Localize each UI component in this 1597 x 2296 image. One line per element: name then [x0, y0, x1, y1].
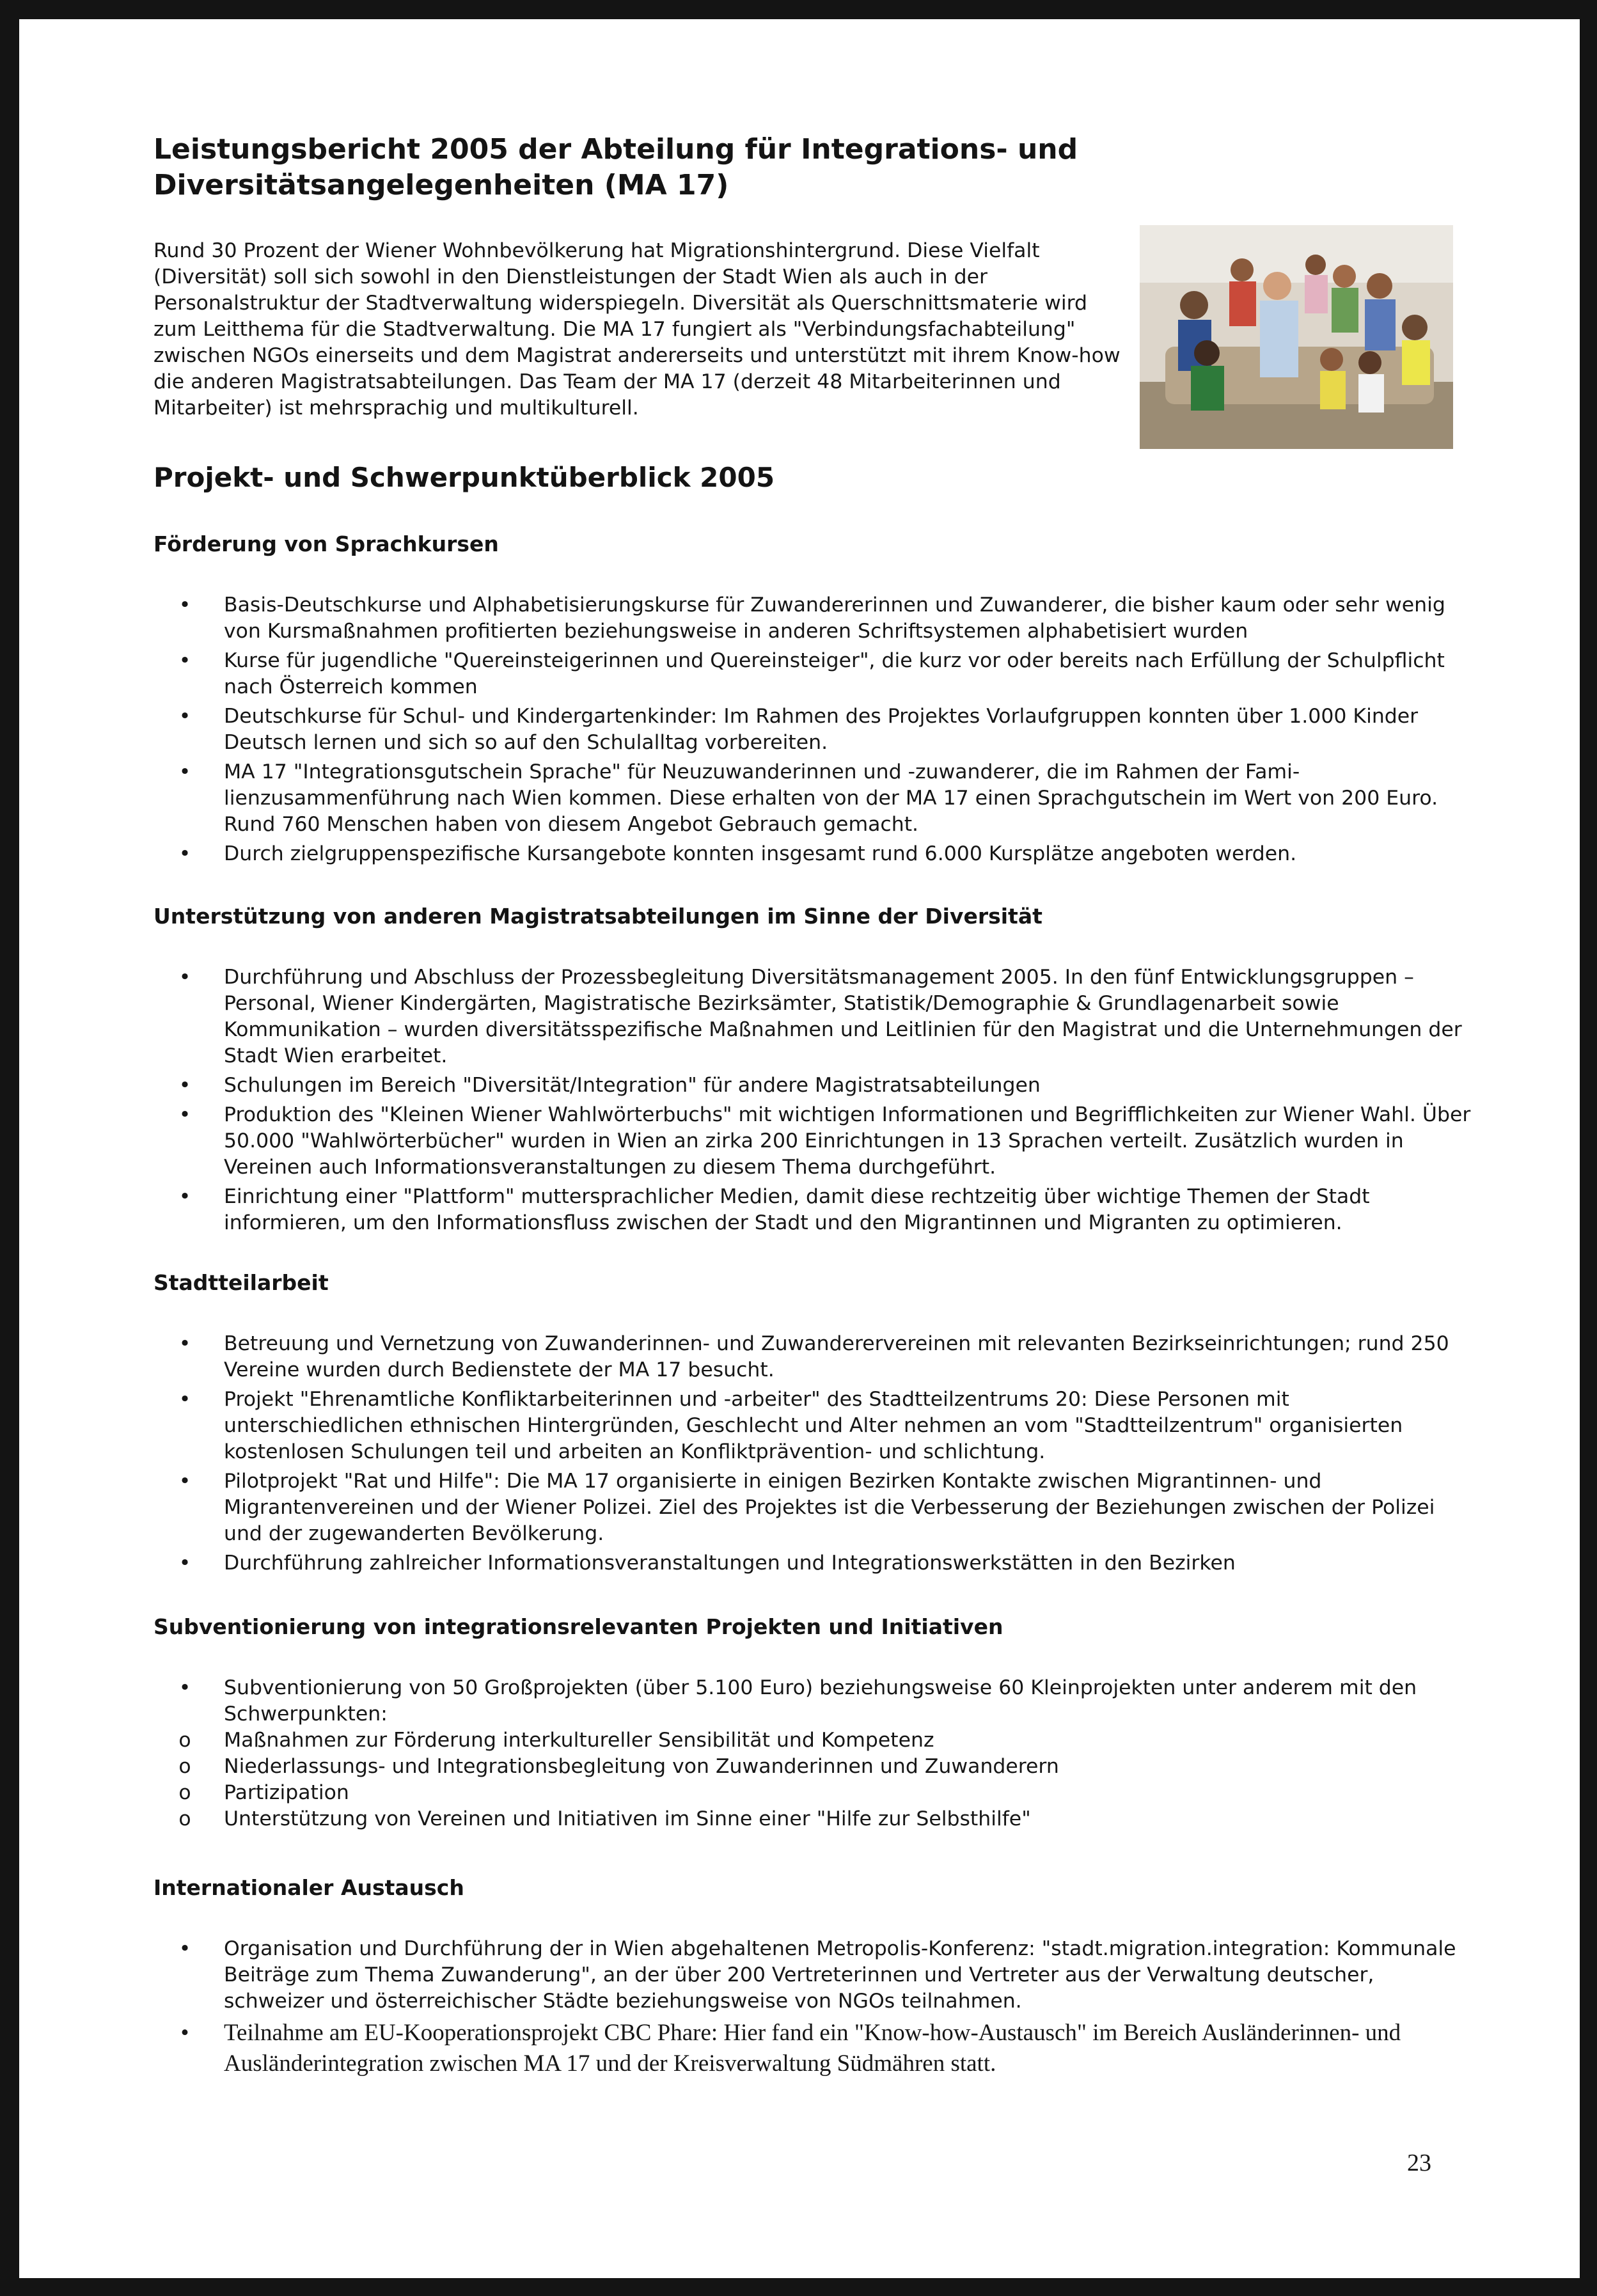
list-item: • Kurse für jugendliche "Quereinsteigerinnen und Quereinsteiger", die kurz vor oder bereits nach Erfüllung der Schulpflicht nach Österreich kommen: [153, 648, 1471, 700]
section-international-exchange: [153, 1875, 1471, 2079]
bullet-icon: •: [178, 842, 191, 865]
bullet-icon: •: [178, 1074, 191, 1097]
sub-list-item: o Maßnahmen zur Förderung interkultureller Sensibilität und Kompetenz: [153, 1727, 1471, 1754]
section-heading: Stadtteilarbeit: [153, 1270, 329, 1295]
bullet-icon: •: [178, 649, 191, 672]
sections: [153, 531, 1471, 2082]
bullet-icon: •: [178, 760, 191, 783]
circle-bullet-icon: o: [178, 1781, 191, 1804]
list-item: • Durch zielgruppenspezifische Kursangebote konnten insgesamt rund 6.000 Kursplätze angeboten werden.: [153, 841, 1471, 867]
bullet-icon: •: [178, 966, 191, 989]
bullet-icon: •: [178, 1185, 191, 1208]
section-heading: Förderung von Sprachkursen: [153, 531, 499, 556]
section-heading: Subventionierung von integrationsrelevanten Projekten und Initiativen: [153, 1614, 1003, 1639]
section-heading: Internationaler Austausch: [153, 1875, 464, 1900]
list-item: • Teilnahme am EU-Kooperationsprojekt CBC Phare: Hier fand ein "Know-how-Austausch" im Bereich Ausländerinnen- und Ausländerintegration zwischen MA 17 und der Kreisverwaltung Südmähren statt.: [153, 2018, 1471, 2079]
document-page: [19, 19, 1580, 2278]
list-item: • Durchführung und Abschluss der Prozessbegleitung Diversitätsmanagement 2005. In den fünf Entwicklungsgruppen – Personal, Wiener Kindergärten, Magistratische Bezirksämter, Statistik/Demographie & Grundlagenarbeit sowie Kommunikation – wurden diversitätsspezifische Maßnahmen und Leitlinien für den Magistrat und die Unternehmungen der Stadt Wien erarbeitet.: [153, 964, 1471, 1069]
list-item: • Basis-Deutschkurse und Alphabetisierungskurse für Zuwandererinnen und Zuwanderer, die bisher kaum oder sehr wenig von Kursmaßnahmen profitierten beziehungsweise in anderen Schriftsystemen alphabetisiert wurden: [153, 592, 1471, 645]
list-item: • Pilotprojekt "Rat und Hilfe": Die MA 17 organisierte in einigen Bezirken Kontakte zwischen Migrantinnen- und Migrantenvereinen und der Wiener Polizei. Ziel des Projektes ist die Verbesserung der Beziehungen zwischen der Polizei und der zugewanderten Bevölkerung.: [153, 1468, 1471, 1547]
list-item: • Organisation und Durchführung der in Wien abgehaltenen Metropolis-Konferenz: "stadt.migration.integration: Kommunale Beiträge zum Thema Zuwanderung", an der über 200 Vertreterinnen und Vertreter aus der Verwaltung deutscher, schweizer und österreichischer Städte beziehungsweise von NGOs teilnahmen.: [153, 1936, 1471, 2015]
sub-list-item: o Unterstützung von Vereinen und Initiativen im Sinne einer "Hilfe zur Selbsthilfe": [153, 1806, 1471, 1832]
section-heading: Unterstützung von anderen Magistratsabteilungen im Sinne der Diversität: [153, 904, 1042, 929]
bullet-icon: •: [178, 1470, 191, 1493]
bullet-list: [153, 592, 1471, 867]
team-photo-illustration: [1140, 225, 1453, 449]
list-item: • Produktion des "Kleinen Wiener Wahlwörterbuchs" mit wichtigen Informationen und Begrifflichkeiten zur Wiener Wahl. Über 50.000 "Wahlwörterbücher" wurden in Wien an zirka 200 Einrichtungen in 13 Sprachen verteilt. Zusätzlich wurden in Vereinen auch Informationsveranstaltungen zu diesem Thema durchgeführt.: [153, 1102, 1471, 1181]
section-language-courses: [153, 531, 1471, 867]
list-item: • Subventionierung von 50 Großprojekten (über 5.100 Euro) beziehungsweise 60 Kleinprojekten unter anderem mit den Schwerpunkten:: [153, 1675, 1471, 1727]
bullet-list: [153, 964, 1471, 1236]
bullet-icon: •: [178, 705, 191, 728]
sub-list-item: o Partizipation: [153, 1780, 1471, 1806]
list-item: • Betreuung und Vernetzung von Zuwanderinnen- und Zuwanderervereinen mit relevanten Bezirkseinrichtungen; rund 250 Vereine wurden durch Bedienstete der MA 17 besucht.: [153, 1331, 1471, 1383]
bullet-list: [153, 1331, 1471, 1577]
bullet-icon: •: [178, 594, 191, 617]
circle-bullet-icon: o: [178, 1807, 191, 1830]
list-item: • Einrichtung einer "Plattform" muttersprachlicher Medien, damit diese rechtzeitig über wichtige Themen der Stadt informieren, um den Informationsfluss zwischen der Stadt und den Migrantinnen und Migranten zu optimieren.: [153, 1184, 1471, 1236]
bullet-list: [153, 1936, 1471, 2079]
section-support-departments: [153, 903, 1471, 1236]
intro-paragraph: Rund 30 Prozent der Wiener Wohnbevölkerung hat Migrationshintergrund. Diese Vielfalt (Diversität) soll sich sowohl in den Dienstleistungen der Stadt Wien als auch in der Personalstruktur der Stadtverwaltung widerspiegeln. Diversität als Querschnittsmaterie wird zum Leitthema für die Stadtverwaltung. Die MA 17 fungiert als "Verbindungsfachabteilung" zwischen NGOs einerseits und dem Magistrat andererseits und unterstützt mit ihrem Know-how die anderen Magistratsabteilungen. Das Team der MA 17 (derzeit 48 Mitarbeiterinnen und Mitarbeiter) ist mehrsprachig und multikulturell.: [153, 239, 1121, 420]
bullet-list: [153, 1675, 1471, 1832]
bullet-icon: •: [178, 1937, 191, 1960]
circle-bullet-icon: o: [178, 1729, 191, 1752]
bullet-icon: •: [180, 2020, 189, 2046]
bullet-icon: •: [178, 1552, 191, 1575]
list-item: • Schulungen im Bereich "Diversität/Integration" für andere Magistratsabteilungen: [153, 1073, 1471, 1099]
circle-bullet-icon: o: [178, 1755, 191, 1778]
bullet-icon: •: [178, 1676, 191, 1699]
sub-list-item: o Niederlassungs- und Integrationsbegleitung von Zuwanderinnen und Zuwanderern: [153, 1754, 1471, 1780]
overview-heading: Projekt- und Schwerpunktüberblick 2005: [153, 462, 775, 493]
list-item: • MA 17 "Integrationsgutschein Sprache" für Neuzuwanderinnen und -zuwanderer, die im Rahmen der Familienzusammenführung nach Wien kommen. Diese erhalten von der MA 17 einen Sprachgutschein im Wert von 200 Euro. Rund 760 Menschen haben von diesem Angebot Gebrauch gemacht.: [153, 759, 1471, 838]
section-district-work: [153, 1270, 1471, 1577]
bullet-icon: •: [178, 1332, 191, 1355]
list-item: • Deutschkurse für Schul- und Kindergartenkinder: Im Rahmen des Projektes Vorlaufgruppen konnten über 1.000 Kinder Deutsch lernen und sich so auf den Schulalltag vorbereiten.: [153, 704, 1471, 756]
page-number: 23: [1407, 2150, 1431, 2176]
report-title: Leistungsbericht 2005 der Abteilung für Integrations- und Diversitätsangelegenheiten (MA 17): [153, 133, 1078, 201]
list-item: • Durchführung zahlreicher Informationsveranstaltungen und Integrationswerkstätten in den Bezirken: [153, 1550, 1471, 1577]
bullet-icon: •: [178, 1388, 191, 1411]
team-photo: [1140, 225, 1453, 449]
list-item: • Projekt "Ehrenamtliche Konfliktarbeiterinnen und -arbeiter" des Stadtteilzentrums 20: Diese Personen mit unterschiedlichen ethnischen Hintergründen, Geschlecht und Alter nehmen an vom "Stadtteilzentrum" organisierten kostenlosen Schulungen teil und arbeiten an Konfliktprävention- und schlichtung.: [153, 1387, 1471, 1465]
section-subsidies: [153, 1614, 1471, 1832]
bullet-icon: •: [178, 1103, 191, 1126]
